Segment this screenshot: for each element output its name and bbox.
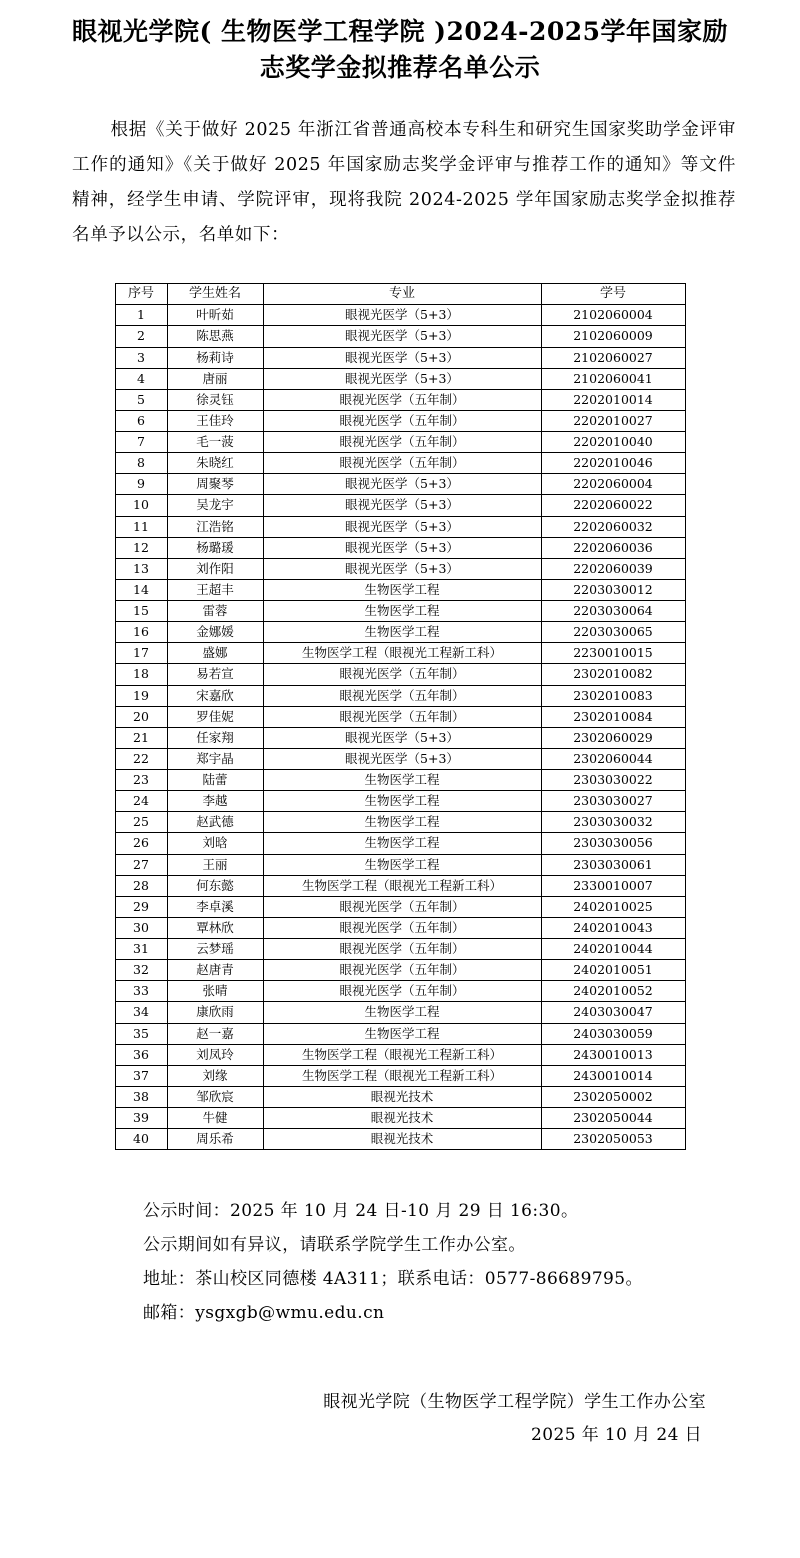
cell-major: 生物医学工程 (263, 812, 541, 833)
cell-major: 眼视光医学（5+3） (263, 537, 541, 558)
cell-student-id: 2302050053 (541, 1129, 685, 1150)
cell-student-id: 2402010044 (541, 939, 685, 960)
table-row (115, 305, 685, 326)
cell-student-id: 2102060041 (541, 368, 685, 389)
cell-student-id: 2302060029 (541, 727, 685, 748)
cell-student-id: 2202060039 (541, 558, 685, 579)
cell-student-id: 2202060022 (541, 495, 685, 516)
cell-name: 盛娜 (167, 643, 263, 664)
cell-major: 生物医学工程 (263, 854, 541, 875)
cell-major: 眼视光医学（五年制） (263, 389, 541, 410)
cell-student-id: 2202010014 (541, 389, 685, 410)
cell-student-id: 2230010015 (541, 643, 685, 664)
cell-student-id: 2302050002 (541, 1086, 685, 1107)
cell-student-id: 2202010027 (541, 410, 685, 431)
cell-student-id: 2203030065 (541, 622, 685, 643)
cell-major: 眼视光医学（五年制） (263, 410, 541, 431)
cell-name: 周乐希 (167, 1129, 263, 1150)
cell-index: 35 (115, 1023, 167, 1044)
cell-index: 12 (115, 537, 167, 558)
cell-student-id: 2303030027 (541, 791, 685, 812)
cell-index: 22 (115, 748, 167, 769)
cell-major: 生物医学工程 (263, 770, 541, 791)
notice-objection: 公示期间如有异议，请联系学院学生工作办公室。 (143, 1235, 526, 1256)
cell-index: 5 (115, 389, 167, 410)
cell-major: 生物医学工程（眼视光工程新工科） (263, 875, 541, 896)
table-row (115, 410, 685, 431)
cell-index: 19 (115, 685, 167, 706)
table-row (115, 474, 685, 495)
table-row (115, 622, 685, 643)
cell-name: 康欣雨 (167, 1002, 263, 1023)
notice-address-phone: 地址：茶山校区同德楼 4A311；联系电话：0577-86689795。 (143, 1269, 643, 1290)
cell-name: 任家翔 (167, 727, 263, 748)
table-row (115, 516, 685, 537)
cell-index: 16 (115, 622, 167, 643)
cell-index: 38 (115, 1086, 167, 1107)
table-row (115, 1129, 685, 1150)
cell-index: 13 (115, 558, 167, 579)
cell-index: 36 (115, 1044, 167, 1065)
cell-major: 眼视光医学（5+3） (263, 558, 541, 579)
cell-student-id: 2430010013 (541, 1044, 685, 1065)
signature-block (58, 1386, 742, 1452)
cell-index: 15 (115, 601, 167, 622)
table-row (115, 1002, 685, 1023)
column-header-student-id: 学号 (541, 283, 685, 305)
table-row (115, 917, 685, 938)
table-row (115, 558, 685, 579)
cell-student-id: 2303030056 (541, 833, 685, 854)
table-row (115, 896, 685, 917)
cell-student-id: 2402010052 (541, 981, 685, 1002)
table-row (115, 727, 685, 748)
cell-major: 眼视光医学（五年制） (263, 706, 541, 727)
cell-name: 赵一嘉 (167, 1023, 263, 1044)
cell-name: 刘晗 (167, 833, 263, 854)
cell-index: 33 (115, 981, 167, 1002)
notice-publish-period: 公示时间：2025 年 10 月 24 日-10 月 29 日 16:30。 (143, 1201, 579, 1222)
cell-name: 雷蓉 (167, 601, 263, 622)
cell-name: 王佳玲 (167, 410, 263, 431)
cell-index: 8 (115, 453, 167, 474)
cell-major: 眼视光医学（5+3） (263, 474, 541, 495)
cell-name: 郑宇晶 (167, 748, 263, 769)
cell-student-id: 2303030022 (541, 770, 685, 791)
cell-index: 39 (115, 1108, 167, 1129)
notice-email: 邮箱：ysgxgb@wmu.edu.cn (143, 1303, 385, 1324)
table-row (115, 664, 685, 685)
cell-name: 李卓溪 (167, 896, 263, 917)
cell-index: 17 (115, 643, 167, 664)
recommendation-table (115, 283, 686, 1151)
cell-index: 32 (115, 960, 167, 981)
cell-major: 生物医学工程（眼视光工程新工科） (263, 643, 541, 664)
cell-student-id: 2302010084 (541, 706, 685, 727)
cell-student-id: 2403030047 (541, 1002, 685, 1023)
table-row (115, 1108, 685, 1129)
table-row (115, 643, 685, 664)
cell-major: 眼视光技术 (263, 1086, 541, 1107)
table-row (115, 1086, 685, 1107)
cell-name: 云梦瑶 (167, 939, 263, 960)
cell-index: 1 (115, 305, 167, 326)
table-row (115, 854, 685, 875)
table-row (115, 706, 685, 727)
cell-student-id: 2202060004 (541, 474, 685, 495)
cell-major: 眼视光医学（5+3） (263, 326, 541, 347)
cell-major: 眼视光医学（五年制） (263, 981, 541, 1002)
cell-index: 23 (115, 770, 167, 791)
table-row (115, 495, 685, 516)
cell-index: 29 (115, 896, 167, 917)
cell-name: 张晴 (167, 981, 263, 1002)
cell-index: 26 (115, 833, 167, 854)
cell-index: 24 (115, 791, 167, 812)
cell-student-id: 2402010025 (541, 896, 685, 917)
cell-name: 刘凤玲 (167, 1044, 263, 1065)
cell-index: 34 (115, 1002, 167, 1023)
signature-office: 眼视光学院（生物医学工程学院）学生工作办公室 (323, 1392, 706, 1413)
cell-name: 朱晓红 (167, 453, 263, 474)
table-row (115, 579, 685, 600)
cell-name: 毛一菠 (167, 432, 263, 453)
table-row (115, 685, 685, 706)
cell-student-id: 2202060036 (541, 537, 685, 558)
cell-name: 刘缘 (167, 1065, 263, 1086)
announcement-paragraph: 根据《关于做好 2025 年浙江省普通高校本专科生和研究生国家奖助学金评审工作的通知》《关于做好 2025 年国家励志奖学金评审与推荐工作的通知》等文件精神，经学生申请、学院评审，现将我院 2024-2025 学年国家励志奖学金拟推荐名单予以公示，名单如下： (72, 119, 736, 245)
table-row (115, 770, 685, 791)
cell-student-id: 2302060044 (541, 748, 685, 769)
cell-name: 何东懿 (167, 875, 263, 896)
cell-name: 赵武德 (167, 812, 263, 833)
cell-student-id: 2303030032 (541, 812, 685, 833)
cell-index: 18 (115, 664, 167, 685)
cell-index: 3 (115, 347, 167, 368)
cell-name: 易若宣 (167, 664, 263, 685)
cell-index: 21 (115, 727, 167, 748)
table-row (115, 537, 685, 558)
table-header (115, 283, 685, 305)
cell-major: 生物医学工程 (263, 622, 541, 643)
table-row (115, 1023, 685, 1044)
cell-name: 周聚琴 (167, 474, 263, 495)
table-row (115, 326, 685, 347)
cell-name: 罗佳妮 (167, 706, 263, 727)
cell-name: 叶昕茹 (167, 305, 263, 326)
cell-name: 邹欣宸 (167, 1086, 263, 1107)
cell-student-id: 2302050044 (541, 1108, 685, 1129)
table-row (115, 875, 685, 896)
cell-student-id: 2303030061 (541, 854, 685, 875)
cell-name: 吴龙宇 (167, 495, 263, 516)
cell-name: 赵唐青 (167, 960, 263, 981)
cell-major: 生物医学工程 (263, 791, 541, 812)
column-header-major: 专业 (263, 283, 541, 305)
cell-name: 刘作阳 (167, 558, 263, 579)
table-row (115, 389, 685, 410)
cell-student-id: 2203030012 (541, 579, 685, 600)
table-header-row (115, 283, 685, 305)
cell-index: 31 (115, 939, 167, 960)
cell-name: 杨璐瑗 (167, 537, 263, 558)
table-row (115, 1065, 685, 1086)
cell-name: 金娜媛 (167, 622, 263, 643)
cell-major: 眼视光医学（五年制） (263, 896, 541, 917)
cell-major: 眼视光医学（五年制） (263, 939, 541, 960)
cell-major: 眼视光医学（五年制） (263, 432, 541, 453)
cell-student-id: 2202010040 (541, 432, 685, 453)
table-row (115, 812, 685, 833)
cell-student-id: 2102060009 (541, 326, 685, 347)
table-row (115, 368, 685, 389)
cell-major: 眼视光医学（五年制） (263, 453, 541, 474)
cell-student-id: 2330010007 (541, 875, 685, 896)
table-row (115, 748, 685, 769)
cell-index: 7 (115, 432, 167, 453)
cell-student-id: 2430010014 (541, 1065, 685, 1086)
cell-index: 4 (115, 368, 167, 389)
table-row (115, 960, 685, 981)
table-row (115, 1044, 685, 1065)
column-header-name: 学生姓名 (167, 283, 263, 305)
table-row (115, 833, 685, 854)
cell-name: 覃林欣 (167, 917, 263, 938)
cell-major: 眼视光医学（五年制） (263, 685, 541, 706)
cell-index: 37 (115, 1065, 167, 1086)
cell-index: 11 (115, 516, 167, 537)
cell-index: 28 (115, 875, 167, 896)
cell-student-id: 2302010083 (541, 685, 685, 706)
notice-block (58, 1194, 742, 1330)
table-row (115, 347, 685, 368)
cell-major: 眼视光医学（5+3） (263, 748, 541, 769)
cell-major: 眼视光医学（5+3） (263, 727, 541, 748)
cell-student-id: 2402010051 (541, 960, 685, 981)
page-title: 眼视光学院( 生物医学工程学院 )2024-2025学年国家励志奖学金拟推荐名单公示 (71, 17, 729, 83)
cell-major: 眼视光医学（五年制） (263, 664, 541, 685)
cell-student-id: 2202010046 (541, 453, 685, 474)
cell-student-id: 2403030059 (541, 1023, 685, 1044)
cell-name: 江浩铭 (167, 516, 263, 537)
table-row (115, 601, 685, 622)
cell-name: 陆蕾 (167, 770, 263, 791)
cell-student-id: 2102060027 (541, 347, 685, 368)
table-row (115, 939, 685, 960)
cell-index: 40 (115, 1129, 167, 1150)
cell-name: 王丽 (167, 854, 263, 875)
cell-major: 眼视光医学（5+3） (263, 347, 541, 368)
cell-student-id: 2203030064 (541, 601, 685, 622)
cell-student-id: 2202060032 (541, 516, 685, 537)
cell-major: 生物医学工程 (263, 601, 541, 622)
cell-index: 14 (115, 579, 167, 600)
cell-index: 2 (115, 326, 167, 347)
cell-name: 牛健 (167, 1108, 263, 1129)
cell-name: 陈思燕 (167, 326, 263, 347)
column-header-index: 序号 (115, 283, 167, 305)
cell-index: 20 (115, 706, 167, 727)
cell-name: 宋嘉欣 (167, 685, 263, 706)
cell-major: 眼视光医学（5+3） (263, 368, 541, 389)
cell-major: 生物医学工程（眼视光工程新工科） (263, 1044, 541, 1065)
cell-index: 30 (115, 917, 167, 938)
table-row (115, 432, 685, 453)
table-body (115, 305, 685, 1150)
cell-index: 27 (115, 854, 167, 875)
cell-name: 王超丰 (167, 579, 263, 600)
cell-major: 眼视光医学（5+3） (263, 495, 541, 516)
table-row (115, 453, 685, 474)
cell-major: 生物医学工程 (263, 1023, 541, 1044)
cell-major: 生物医学工程 (263, 1002, 541, 1023)
table-row (115, 791, 685, 812)
signature-date: 2025 年 10 月 24 日 (531, 1425, 702, 1446)
cell-name: 徐灵钰 (167, 389, 263, 410)
cell-student-id: 2102060004 (541, 305, 685, 326)
cell-major: 眼视光医学（五年制） (263, 960, 541, 981)
cell-index: 9 (115, 474, 167, 495)
cell-student-id: 2302010082 (541, 664, 685, 685)
cell-major: 眼视光技术 (263, 1108, 541, 1129)
cell-name: 李越 (167, 791, 263, 812)
cell-major: 生物医学工程（眼视光工程新工科） (263, 1065, 541, 1086)
cell-name: 唐丽 (167, 368, 263, 389)
cell-major: 眼视光医学（五年制） (263, 917, 541, 938)
cell-index: 10 (115, 495, 167, 516)
cell-major: 眼视光医学（5+3） (263, 305, 541, 326)
cell-major: 眼视光技术 (263, 1129, 541, 1150)
cell-major: 生物医学工程 (263, 579, 541, 600)
cell-major: 生物医学工程 (263, 833, 541, 854)
cell-index: 25 (115, 812, 167, 833)
cell-index: 6 (115, 410, 167, 431)
cell-student-id: 2402010043 (541, 917, 685, 938)
table-row (115, 981, 685, 1002)
cell-major: 眼视光医学（5+3） (263, 516, 541, 537)
cell-name: 杨莉诗 (167, 347, 263, 368)
